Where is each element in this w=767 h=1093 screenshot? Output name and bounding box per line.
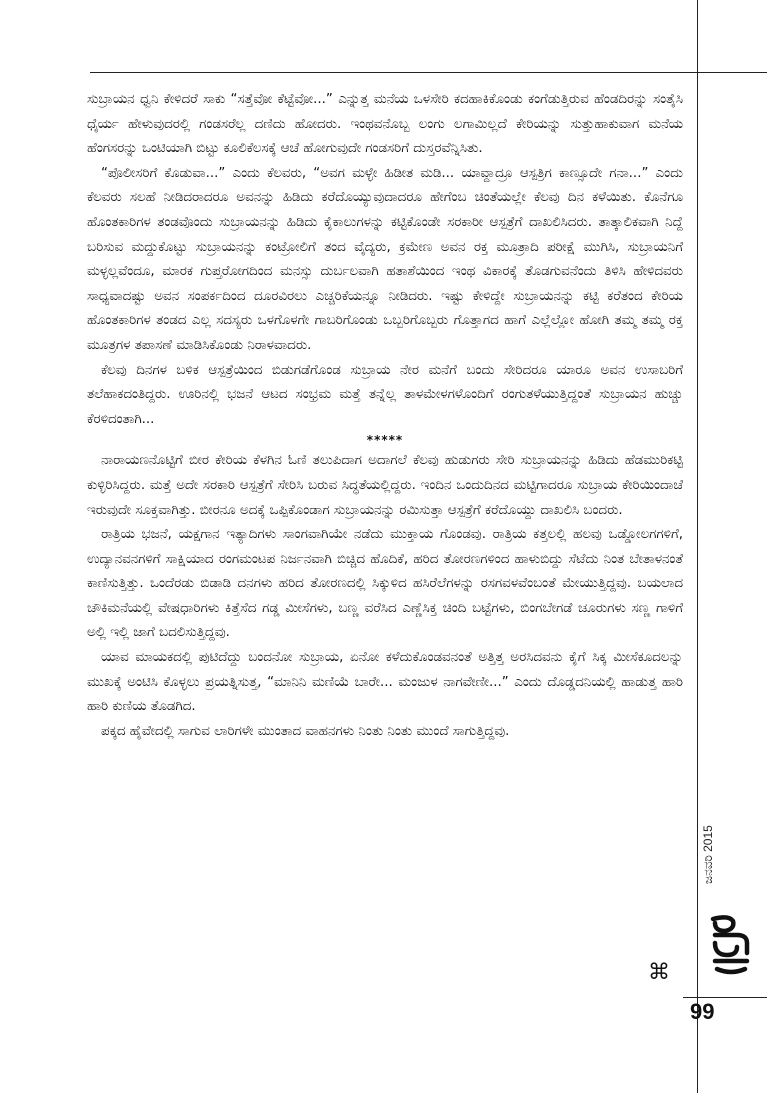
paragraph-5: ರಾತ್ರಿಯ ಭಜನೆ, ಯಕ್ಷಗಾನ ಇತ್ಯಾದಿಗಳು ಸಾಂಗವಾಗಿಯೇ ನಡೆದು ಮುಕ್ತಾಯ ಗೊಂಡವು. ರಾತ್ರಿಯ ಕತ್ತಲಲ್ಲಿ ಹಲವು ಒಡ್ಡೋಲಗಗಳಿಗೆ, ಉದ್ಯಾನವನಗಳಿಗೆ ಸಾಕ್ಷಿಯಾದ ರಂಗಮಂಟಪ ನಿರ್ಜನವಾಗಿ ಬಿಚ್ಚಿದ ಹೊದಿಕೆ, ಹರಿದ ತೋರಣಗಳಿಂದ ಹಾಳುಬಿದ್ದು ಸೆಟೆದು ನಿಂತ ಬೇತಾಳನಂತೆ ಕಾಣಿಸುತ್ತಿತ್ತು. ಒಂದೆರಡು ಬಿಡಾಡಿ ದನಗಳು ಹರಿದ ತೋರಣದಲ್ಲಿ ಸಿಕ್ಕುಳಿದ ಹಸಿರೆಲೆಗಳನ್ನು ರಸಗವಳವೆಂಬಂತೆ ಮೇಯುತ್ತಿದ್ದವು. ಬಯಲಾದ ಚೌಕಿಮನೆಯಲ್ಲಿ ವೇಷಧಾರಿಗಳು ಕಿತ್ತೆಸೆದ ಗಡ್ಡ ಮೀಸೆಗಳು, ಬಣ್ಣ ವರೆಸಿದ ಎಣ್ಣೆಸಿಕ್ತ ಚಿಂದಿ ಬಟ್ಟೆಗಳು, ಬಿಂಗಬೇಗಡೆ ಚೂರುಗಳು ಸಣ್ಣ ಗಾಳಿಗೆ ಅಲ್ಲಿ ಇಲ್ಲಿ ಜಾಗೆ ಬದಲಿಸುತ್ತಿದ್ದವು. <box>87 527 683 641</box>
paragraph-3: ಕೆಲವು ದಿನಗಳ ಬಳಿಕ ಆಸ್ಪತ್ರೆಯಿಂದ ಬಿಡುಗಡೆಗೊಂಡ ಸುಬ್ರಾಯ ನೇರ ಮನೆಗೆ ಬಂದು ಸೇರಿದರೂ ಯಾರೂ ಅವನ ಉಸಾಬರಿಗೆ ತಲೆಹಾಕದಂತಿದ್ದರು. ಊರಿನಲ್ಲಿ ಭಜನೆ ಆಟದ ಸಂಭ್ರಮ ಮತ್ತೆ ತನ್ನೆಲ್ಲ ತಾಳಮೇಳಗಳೊಂದಿಗೆ ರಂಗುತಳೆಯುತ್ತಿದ್ದಂತೆ ಸುಬ್ರಾಯನ ಹುಚ್ಚು ಕೆರಳಿದಂತಾಗಿ... <box>87 362 683 427</box>
paragraph-4: ನಾರಾಯಣನೊಟ್ಟಿಗೆ ಬೀರ ಕೇರಿಯ ಕೆಳಗಿನ ಓಣಿ ತಲುಪಿದಾಗ ಅದಾಗಲೆ ಕೆಲವು ಹುಡುಗರು ಸೇರಿ ಸುಬ್ರಾಯನನ್ನು ಹಿಡಿದು ಹೆಡಮುರಿಕಟ್ಟಿ ಕುಳ್ಳಿರಿಸಿದ್ದರು. ಮತ್ತೆ ಅದೇ ಸರಕಾರಿ ಆಸ್ಪತ್ರೆಗೆ ಸೇರಿಸಿ ಬರುವ ಸಿದ್ಧತೆಯಲ್ಲಿದ್ದರು. ಇಂದಿನ ಒಂದುದಿನದ ಮಟ್ಟಿಗಾದರೂ ಸುಬ್ರಾಯ ಕೇರಿಯಿಂದಾಚೆ ಇರುವುದೇ ಸೂಕ್ತವಾಗಿತ್ತು. ಬೀರನೂ ಅದಕ್ಕೆ ಒಪ್ಪಿಕೊಂಡಾಗ ಸುಬ್ರಾಯನನ್ನು ರಮಿಸುತ್ತಾ ಆಸ್ಪತ್ರೆಗೆ ಕರೆದೊಯ್ದು ದಾಖಲಿಸಿ ಬಂದರು. <box>87 453 683 518</box>
paragraph-7: ಪಕ್ಕದ ಹೈವೇದಲ್ಲಿ ಸಾಗುವ ಲಾರಿಗಳೇ ಮುಂತಾದ ವಾಹನಗಳು ನಿಂತು ನಿಂತು ಮುಂದೆ ಸಾಗುತ್ತಿದ್ದವು. <box>101 723 510 739</box>
paragraph-1: ಸುಬ್ರಾಯನ ಧ್ವನಿ ಕೇಳಿದರೆ ಸಾಕು “ಸತ್ತೆವೋ ಕೆಟ್ಟೆವೋ...” ಎನ್ನುತ್ತ ಮನೆಯ ಒಳಸೇರಿ ಕದಹಾಕಿಕೊಂಡು ಕಂಗೆಡುತ್ತಿರುವ ಹೆಂಡದಿರನ್ನು ಸಂತೈಸಿ ಧೈರ್ಯ ಹೇಳುವುದರಲ್ಲಿ ಗಂಡಸರೆಲ್ಲ ದಣಿದು ಹೋದರು. ಇಂಥವನೊಬ್ಬ ಲಂಗು ಲಗಾಮಿಲ್ಲದೆ ಕೇರಿಯನ್ನು ಸುತ್ತುಹಾಕುವಾಗ ಮನೆಯ ಹೆಂಗಸರನ್ನು ಒಂಟಿಯಾಗಿ ಬಿಟ್ಟು ಕೂಲಿಕೆಲಸಕ್ಕೆ ಆಚೆ ಹೋಗುವುದೇ ಗಂಡಸರಿಗೆ ದುಸ್ತರವೆನ್ನಿಸಿತು. <box>87 92 683 157</box>
footer-rule <box>683 997 767 998</box>
story-end-icon: ⌘ <box>648 960 670 985</box>
page-number: 99 <box>690 999 715 1024</box>
paragraph-6: ಯಾವ ಮಾಯಕದಲ್ಲಿ ಪುಟಿದೆದ್ದು ಬಂದನೋ ಸುಬ್ರಾಯ, ಏನೋ ಕಳೆದುಕೊಂಡವನಂತೆ ಅತ್ತಿತ್ತ ಅರಸಿದವನು ಕೈಗೆ ಸಿಕ್ಕ ಮೀಸೆಕೂದಲನ್ನು ಮುಖಕ್ಕೆ ಅಂಟಿಸಿ ಕೊಳ್ಳಲು ಪ್ರಯತ್ನಿಸುತ್ತ, “ಮಾನಿನಿ ಮಣಿಯೆ ಬಾರೇ... ಮಂಜುಳ ನಾಗವೇಣೀ...” ಎಂದು ದೊಡ್ಡದನಿಯಲ್ಲಿ ಹಾಡುತ್ತ ಹಾರಿ ಹಾರಿ ಕುಣಿಯ ತೊಡಗಿದ. <box>87 650 683 715</box>
issue-date-text: ಜನವರಿ 2015 <box>701 825 715 884</box>
section-separator: ***** <box>366 433 404 448</box>
magazine-logo <box>707 913 757 977</box>
sidebar-rule <box>697 0 698 1093</box>
top-rule <box>90 72 767 73</box>
magazine-logo-mark <box>707 913 757 977</box>
article-body <box>87 88 683 744</box>
paragraph-2: “ಪೊಲೀಸರಿಗೆ ಕೊಡುವಾ...” ಎಂದು ಕೆಲವರು, “ಅವಗ ಮಳ್ಳೇ ಹಿಡೀತ ಮಡಿ... ಯಾವ್ದಾದ್ರೂ ಆಸ್ಪತ್ರಿಗ ಕಾಣ್ಸೂದೇ ಗನಾ...” ಎಂದು ಕೆಲವರು ಸಲಹೆ ನೀಡಿದರಾದರೂ ಅವನನ್ನು ಹಿಡಿದು ಕರೆದೊಯ್ಯುವುದಾದರೂ ಹೇಗೆಂಬ ಚಿಂತೆಯಲ್ಲೇ ಕೆಲವು ದಿನ ಕಳೆಯಿತು. ಕೊನೆಗೂ ಹೊಂತಕಾರಿಗಳ ತಂಡವೊಂದು ಸುಬ್ರಾಯನನ್ನು ಹಿಡಿದು ಕೈಕಾಲುಗಳನ್ನು ಕಟ್ಟಿಕೊಂಡೇ ಸರಕಾರೀ ಆಸ್ಪತ್ರೆಗೆ ದಾಖಲಿಸಿದರು. ತಾತ್ಕಾಲಿಕವಾಗಿ ನಿದ್ದೆ ಬರಿಸುವ ಮದ್ದುಕೊಟ್ಟು ಸುಬ್ರಾಯನನ್ನು ಕಂಟ್ರೋಲಿಗೆ ತಂದ ವೈದ್ಯರು, ಕ್ರಮೇಣ ಅವನ ರಕ್ತ ಮೂತ್ರಾದಿ ಪರೀಕ್ಷೆ ಮುಗಿಸಿ, ಸುಬ್ರಾಯನಿಗೆ ಮಳ್ಳಲ್ಲವೆಂದೂ, ಮಾರಕ ಗುಪ್ತರೋಗದಿಂದ ಮನಸ್ಸು ದುರ್ಬಲವಾಗಿ ಹತಾಶೆಯಿಂದ ಇಂಥ ವಿಕಾರಕ್ಕೆ ತೊಡಗುವನೆಂದು ತಿಳಿಸಿ ಹೇಳಿದವರು ಸಾಧ್ಯವಾದಷ್ಟು ಅವನ ಸಂಪರ್ಕದಿಂದ ದೂರವಿರಲು ಎಚ್ಚರಿಕೆಯನ್ನೂ ನೀಡಿದರು. ಇಷ್ಟು ಕೇಳಿದ್ದೇ ಸುಬ್ರಾಯನನ್ನು ಕಟ್ಟಿ ಕರೆತಂದ ಕೇರಿಯ ಹೊಂತಕಾರಿಗಳ ತಂಡದ ಎಲ್ಲ ಸದಸ್ಯರು ಒಳಗೊಳಗೇ ಗಾಬರಿಗೊಂಡು ಒಬ್ಬರಿಗೊಬ್ಬರು ಗೊತ್ತಾಗದ ಹಾಗೆ ಎಲ್ಲೆಲ್ಲೋ ಹೋಗಿ ತಮ್ಮ ತಮ್ಮ ರಕ್ತ ಮೂತ್ರಗಳ ತಪಾಸಣೆ ಮಾಡಿಸಿಕೊಂಡು ನಿರಾಳವಾದರು. <box>87 165 683 353</box>
